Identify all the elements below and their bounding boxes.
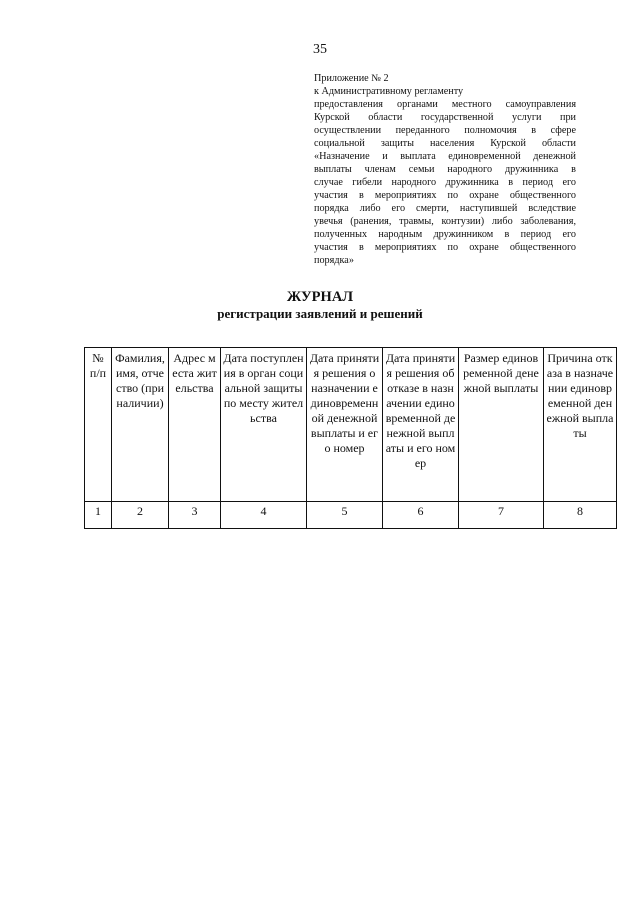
table-header-cell: Дата принятия решения о назначении единовременной денежной выплаты и его номер: [307, 348, 383, 502]
appendix-line: участия в мероприятиях по охране общественного: [314, 190, 576, 201]
table-column-number: 8: [544, 502, 617, 529]
appendix-line: осуществлении переданного полномочия в сфере: [314, 125, 576, 136]
journal-title: ЖУРНАЛ: [286, 289, 354, 305]
table-column-number: 4: [221, 502, 307, 529]
appendix-line: социальной защиты населения Курской области: [314, 138, 576, 149]
table-header-cell: Причина отказа в назначении единовременной денежной выплаты: [544, 348, 617, 502]
table-header-cell: Дата принятия решения об отказе в назначении единовременной денежной выплаты и его номер: [383, 348, 459, 502]
journal-table: [84, 347, 617, 529]
appendix-line: выплаты членам семьи народного дружинника в: [314, 164, 576, 175]
appendix-line: порядка либо его смерти, наступившей вследствие: [314, 203, 576, 214]
table-column-number: 3: [169, 502, 221, 529]
table-header-cell: Дата поступления в орган социальной защиты по месту жительства: [221, 348, 307, 502]
appendix-line: увечья (ранения, травмы, контузии) либо заболевания,: [314, 216, 576, 227]
appendix-line: полученных народным дружинником в период его: [314, 229, 576, 240]
appendix-line: предоставления органами местного самоуправления: [314, 99, 576, 110]
table-column-number: 5: [307, 502, 383, 529]
table-column-number: 6: [383, 502, 459, 529]
appendix-line: порядка»: [314, 255, 354, 266]
table-column-number: 7: [459, 502, 544, 529]
table-header-cell: № п/п: [85, 348, 112, 502]
table-header-cell: Фамилия, имя, отчество (при наличии): [112, 348, 169, 502]
journal-subtitle: регистрации заявлений и решений: [217, 306, 423, 321]
appendix-line: «Назначение и выплата единовременной денежной: [314, 151, 576, 162]
table-header-cell: Адрес места жительства: [169, 348, 221, 502]
appendix-line: к Административному регламенту: [314, 86, 464, 97]
table-header-cell: Размер единовременной денежной выплаты: [459, 348, 544, 502]
table-column-number: 2: [112, 502, 169, 529]
appendix-line: участия в мероприятиях по охране общественного: [314, 242, 576, 253]
table-column-number: 1: [85, 502, 112, 529]
journal-heading: [0, 288, 640, 322]
table-header-row: [85, 348, 617, 502]
appendix-line: Приложение № 2: [314, 73, 389, 84]
appendix-block: [314, 72, 576, 267]
table-number-row: [85, 502, 617, 529]
appendix-line: Курской области государственной услуги при: [314, 112, 576, 123]
appendix-line: случае гибели народного дружинника в период его: [314, 177, 576, 188]
page-number: 35: [313, 42, 327, 57]
